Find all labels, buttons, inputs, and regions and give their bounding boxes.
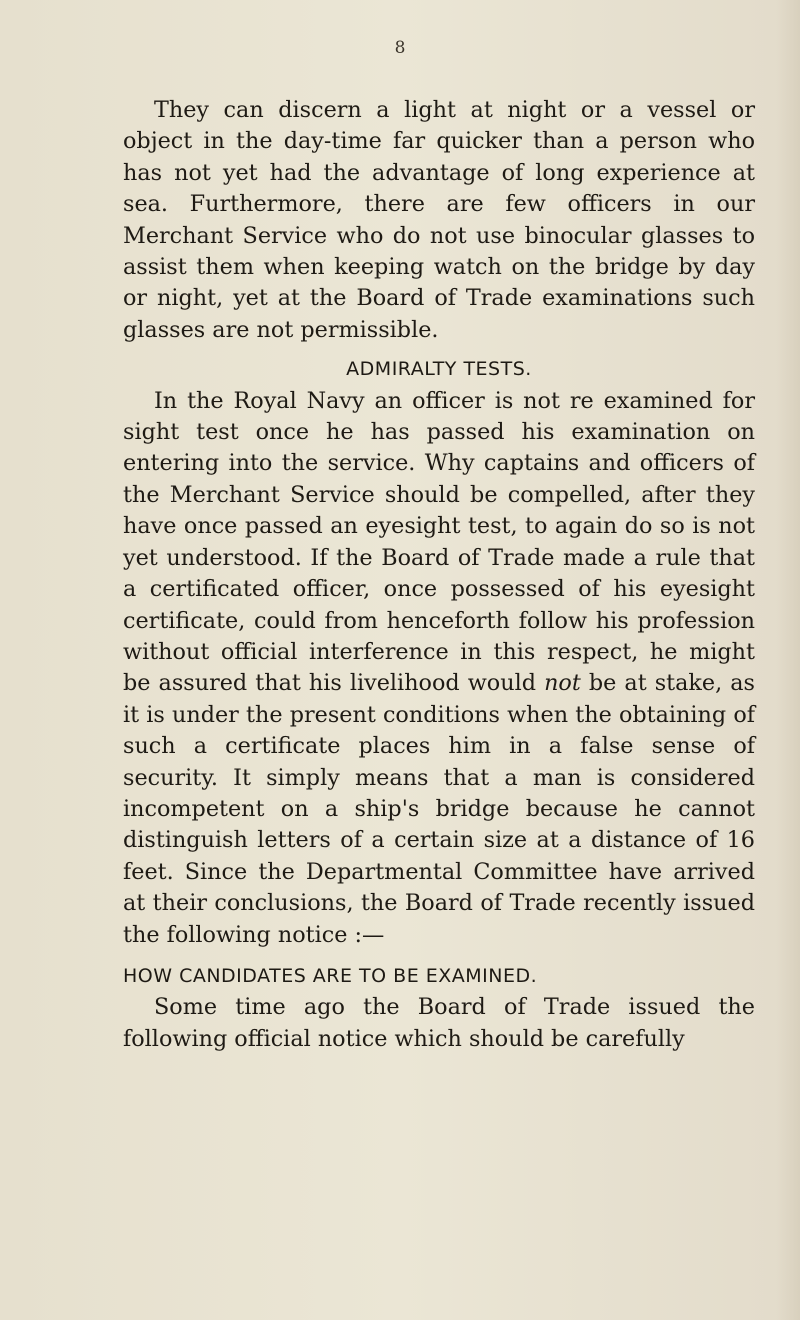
page-number: 8 — [394, 38, 406, 58]
paragraph-3: Some time ago the Board of Trade issued the following official notice which should be carefully — [123, 994, 755, 1052]
heading-admiralty-tests: ADMIRALTY TESTS. — [346, 358, 532, 381]
paragraph-2 — [123, 386, 755, 951]
emphasis-not: not — [544, 670, 581, 697]
page-body — [123, 95, 755, 1055]
paragraph-1: They can discern a light at night or a vessel or object in the day-time far quicker than a person who has not yet had the advantage of long experience at sea. Furthermore, there are few officers in our Merchant Service who do not use binocular glasses to assist them when keeping watch on the bridge by day or night, yet at the Board of Trade examinations such glasses are not permissible. — [123, 97, 755, 343]
paragraph-2-text-a: In the Royal Navy an officer is not re examined for sight test once he has passed his examination on entering into the service. Why captains and officers of the Merchant Service should be compelled, after they have once passed an eyesight test, to again do so is not yet understood. If the Board of Trade made a rule that a certificated officer, once possessed of his eyesight certificate, could from henceforth follow his profession without official interference in this respect, he might be assured that his livelihood would — [123, 387, 755, 697]
paragraph-2-text-b: be at stake, as it is under the present conditions when the obtaining of such a certificate places him in a false sense of security. It simply means that a man is considered incompetent on a ship's bridge because he cannot distinguish letters of a certain size at a distance of 16 feet. Since the Departmental Committee have arrived at their conclusions, the Board of Trade recently issued the following notice :— — [123, 670, 755, 948]
heading-how-candidates-examined: HOW CANDIDATES ARE TO BE EXAMINED. — [123, 964, 538, 987]
